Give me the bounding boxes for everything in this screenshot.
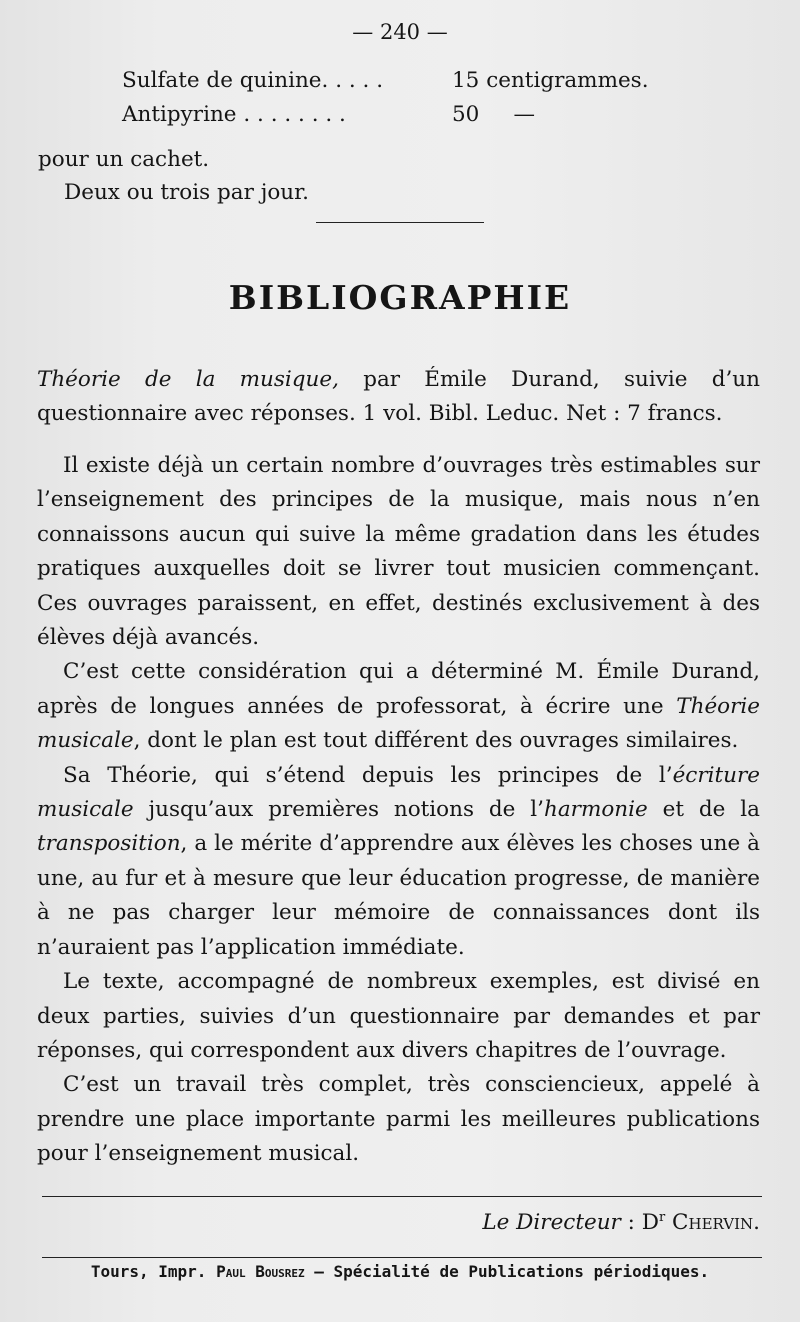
prescription-item-name: Sulfate de quinine. . . . .: [122, 68, 384, 93]
review-paragraph: [37, 449, 760, 655]
footer-prefix: Tours, Impr.: [90, 1262, 217, 1281]
prescription-item-dose: 15 centigrammes.: [452, 68, 649, 93]
footer-printer: Paul Bousrez: [216, 1262, 305, 1281]
printer-footer: [0, 1262, 800, 1281]
paragraph-text: et de la: [647, 797, 760, 823]
dose-line: pour un cachet.: [38, 147, 210, 172]
paragraph-text: Il existe déjà un certain nombre d’ouvrages très estimables sur l’enseignement des principes de la musique, mais nous n’en connaissons aucun qui suive la même gradation dans les études pratiques auxquelles doit se livrer tout musicien commençant. Ces ouvrages paraissent, en effet, destinés exclusivement à des élèves déjà avancés.: [37, 453, 760, 651]
book-details: par Émile Durand, suivie d’un questionnaire avec réponses. 1 vol. Bibl. Leduc. Net : 7 francs.: [37, 367, 760, 427]
signature-separator: : D: [620, 1210, 659, 1236]
paragraph-text: , a le mérite d’apprendre aux élèves les choses une à une, au fur et à mesure que leur éducation progresse, de manière à ne pas charger leur mémoire de connaissances dont ils n’auraient pas l’application immédiate.: [37, 831, 760, 960]
paragraph-text: C’est un travail très complet, très consciencieux, appelé à prendre une place importante parmi les meilleures publications pour l’enseignement musical.: [37, 1072, 760, 1167]
italic-term: Théorie musicale: [37, 693, 760, 754]
review-body: [37, 449, 760, 1172]
italic-term: transposition: [37, 831, 181, 857]
review-paragraph: [37, 1068, 760, 1171]
page-number: — 240 —: [352, 20, 448, 44]
signature-rule: [42, 1196, 762, 1197]
book-citation: [37, 363, 760, 432]
paragraph-text: , dont le plan est tout différent des ouvrages similaires.: [133, 728, 739, 754]
review-paragraph: [37, 655, 760, 758]
section-divider: [316, 222, 484, 223]
book-title: Théorie de la musique,: [37, 367, 339, 392]
paragraph-text: Sa Théorie, qui s’étend depuis les principes de l’: [63, 762, 673, 788]
paragraph-text: C’est cette considération qui a déterminé M. Émile Durand, après de longues années de professorat, à écrire une: [37, 659, 760, 719]
italic-term: écriture musicale: [37, 762, 760, 823]
signature: [482, 1210, 760, 1235]
paragraph-text: jusqu’aux premières notions de l’: [133, 797, 544, 823]
italic-term: harmonie: [544, 797, 648, 823]
paragraph-text: Le texte, accompagné de nombreux exemples, est divisé en deux parties, suivies d’un questionnaire par demandes et par réponses, qui correspondent aux divers chapitres de l’ouvrage.: [37, 969, 760, 1063]
prescription-item-dose: 50 —: [452, 102, 536, 127]
signature-role: Le Directeur: [482, 1210, 621, 1236]
section-title: BIBLIOGRAPHIE: [228, 278, 572, 317]
signature-title-superscript: r: [658, 1210, 666, 1225]
signature-name: Chervin.: [665, 1210, 760, 1236]
prescription-item-name: Antipyrine . . . . . . . .: [122, 102, 346, 127]
footer-rule: [42, 1257, 762, 1258]
footer-suffix: — Spécialité de Publications périodiques.: [304, 1262, 710, 1281]
frequency-line: Deux ou trois par jour.: [64, 180, 309, 205]
review-paragraph: [37, 965, 760, 1068]
bibliography-entry: [37, 363, 760, 432]
review-paragraph: [37, 759, 760, 965]
